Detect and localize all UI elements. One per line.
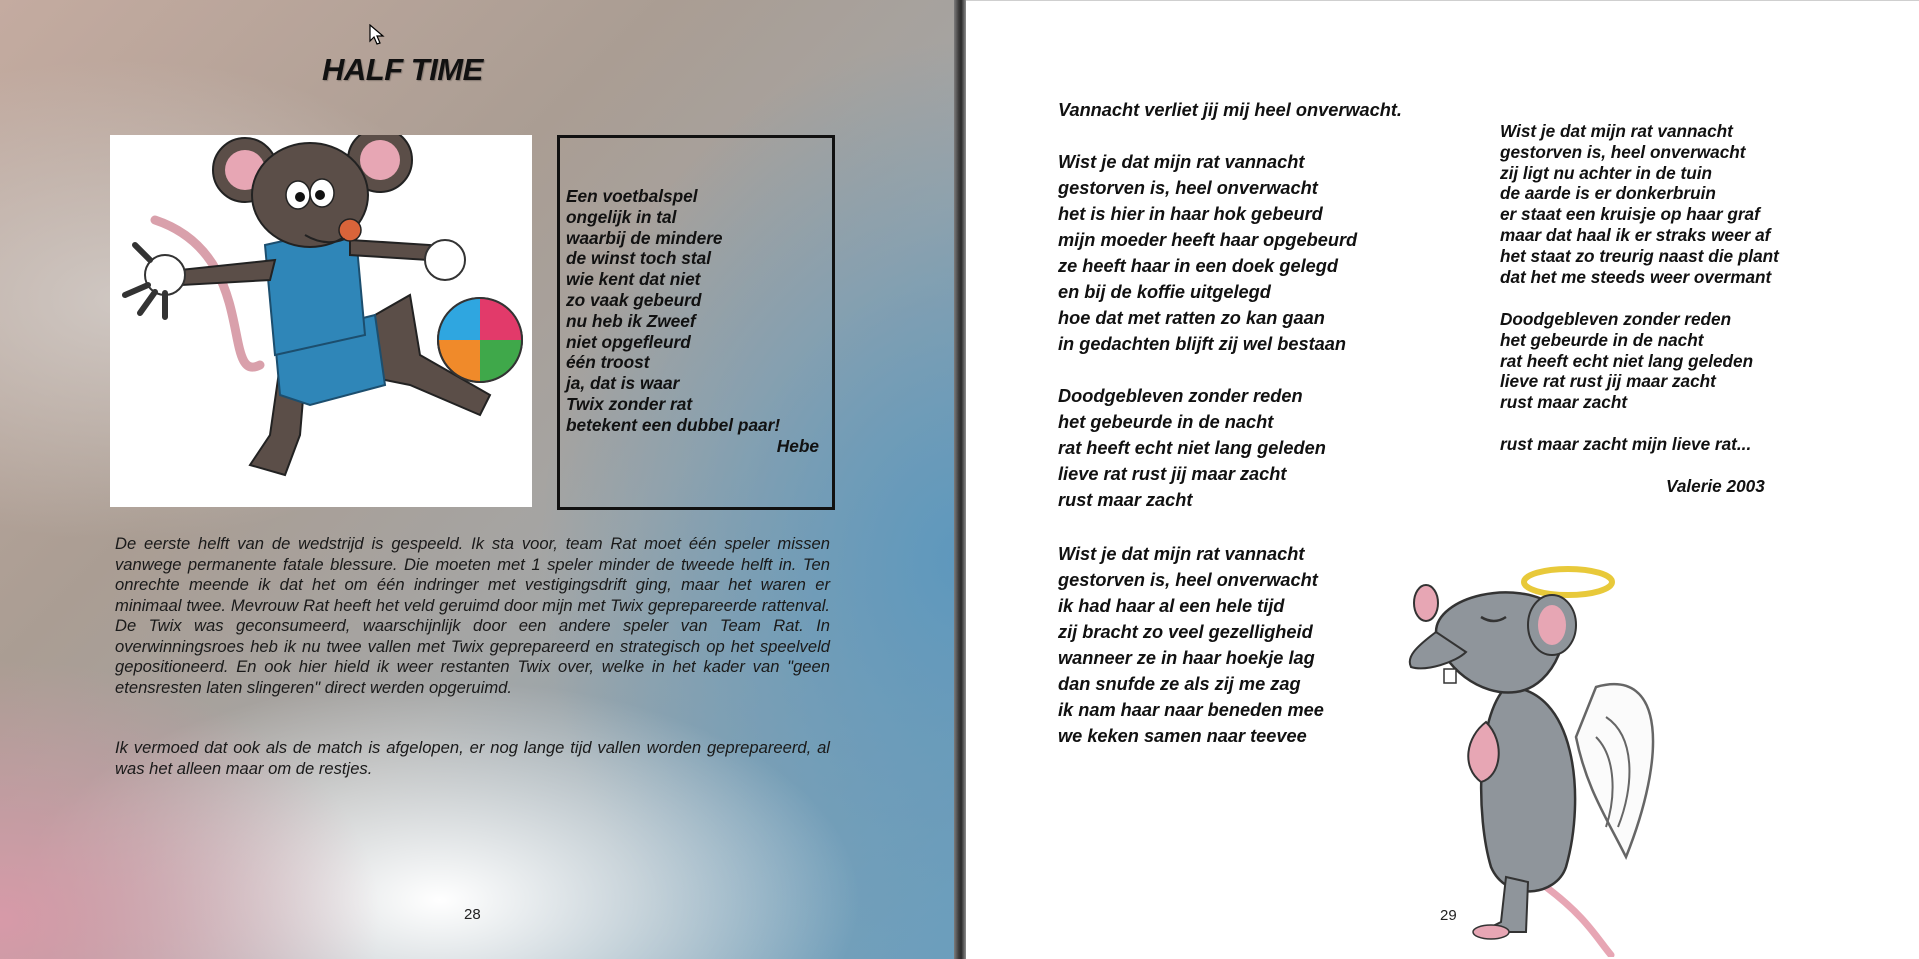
poem-line: Een voetbalspel — [566, 186, 698, 206]
poem-line: gestorven is, heel onverwacht — [1058, 178, 1318, 198]
left-page — [0, 0, 957, 959]
page-number: 28 — [464, 906, 481, 923]
poem-line: lieve rat rust jij maar zacht — [1500, 371, 1716, 392]
poem-line: nu heb ik Zweef — [566, 310, 696, 331]
poem-line: dan snufde ze als zij me zag — [1058, 674, 1301, 694]
poem-stanza — [1500, 121, 1779, 287]
angel-rat-illustration — [1266, 537, 1766, 957]
mouse-cursor-icon — [369, 24, 385, 46]
page-title: HALF TIME — [322, 52, 483, 87]
poem-box — [557, 135, 835, 510]
poem-line: Doodgebleven zonder reden — [1058, 386, 1303, 406]
book-spine — [954, 0, 966, 959]
poem-line: en bij de koffie uitgelegd — [1058, 282, 1271, 302]
poem-line: het is hier in haar hok gebeurd — [1058, 204, 1323, 224]
poem-line: ja, dat is waar — [566, 373, 680, 394]
poem-line: de aarde is er donkerbruin — [1500, 183, 1716, 204]
poem-line: wie kent dat niet — [566, 269, 701, 290]
right-page — [966, 0, 1919, 959]
poem-line: het staat zo treurig naast die plant — [1500, 245, 1779, 266]
poem-line: hoe dat met ratten zo kan gaan — [1058, 308, 1325, 328]
poem-line: ze heeft haar in een doek gelegd — [1058, 256, 1338, 276]
poem-line: Wist je dat mijn rat vannacht — [1058, 152, 1305, 172]
poem-stanza — [1500, 309, 1753, 413]
poem-signature: Valerie 2003 — [1666, 476, 1765, 496]
body-paragraph: Ik vermoed dat ook als de match is afgelopen, er nog lange tijd vallen worden geprepareerd, al was het alleen maar om de restjes. — [115, 738, 830, 778]
poem-stanza — [1058, 383, 1326, 513]
poem-line: zij bracht zo veel gezelligheid — [1058, 622, 1313, 642]
poem-line: ik nam haar naar beneden mee — [1058, 700, 1324, 720]
poem-signature: Hebe — [776, 435, 819, 456]
soccer-mouse-illustration — [110, 135, 532, 507]
poem-line: ik had haar al een hele tijd — [1058, 596, 1285, 616]
poem-line: Wist je dat mijn rat vannacht — [1500, 121, 1733, 141]
poem-line: mijn moeder heeft haar opgebeurd — [1058, 230, 1358, 250]
poem-line: Wist je dat mijn rat vannacht — [1058, 544, 1305, 564]
poem-line: zo vaak gebeurd — [566, 289, 702, 310]
poem-line: gestorven is, heel onverwacht — [1500, 141, 1746, 162]
poem-hebe — [566, 186, 819, 456]
poem-line: zij ligt nu achter in de tuin — [1500, 162, 1712, 183]
poem-line: rat heeft echt niet lang geleden — [1058, 438, 1326, 458]
poem-line: waarbij de mindere — [566, 227, 723, 248]
poem-line: één troost — [566, 352, 650, 373]
poem-line: niet opgefleurd — [566, 331, 691, 352]
poem-line: Doodgebleven zonder reden — [1500, 309, 1732, 329]
poem-line: we keken samen naar teevee — [1058, 726, 1307, 746]
poem-line: wanneer ze in haar hoekje lag — [1058, 648, 1315, 668]
poem-line: dat het me steeds weer overmant — [1500, 266, 1772, 287]
poem-line: rust maar zacht — [1500, 392, 1628, 413]
page-number: 29 — [1440, 907, 1457, 924]
body-paragraph: De eerste helft van de wedstrijd is gespeeld. Ik sta voor, team Rat moet één speler missen vanwege permanente fatale blessure. Die moeten met 1 speler minder de tweede helft in. Ten onrechte meende ik dat het om één indringer met vestigingsdrift ging, maar het waren er minimaal twee. Mevrouw Rat heeft het veld geruimd door mijn met Twix geprepareerde rattenval. De Twix was geconsumeerd, waarschijnlijk door een andere speler van Team Rat. In overwinningsroes heb ik nu twee vallen met Twix geprepareerd en strategisch op het speelveld gepositioneerd. En ook hier hield ik weer restanten Twix over, welke in het kader van "geen etensresten laten slingeren" direct werden opgeruimd. — [115, 534, 830, 697]
poem-line: ongelijk in tal — [566, 206, 677, 227]
poem-line: rust maar zacht — [1058, 490, 1193, 510]
poem-line: lieve rat rust jij maar zacht — [1058, 464, 1287, 484]
poem-line: de winst toch stal — [566, 248, 711, 269]
poem-line: betekent een dubbel paar! — [566, 414, 781, 435]
poem-line: het gebeurde in de nacht — [1058, 412, 1274, 432]
poem-stanza — [1058, 541, 1324, 749]
poem-line: maar dat haal ik er straks weer af — [1500, 224, 1771, 245]
poem-line: het gebeurde in de nacht — [1500, 329, 1704, 350]
poem-line: Twix zonder rat — [566, 393, 693, 414]
poem-line: in gedachten blijft zij wel bestaan — [1058, 334, 1347, 354]
poem-line: er staat een kruisje op haar graf — [1500, 204, 1760, 225]
poem-closing-line: rust maar zacht mijn lieve rat... — [1500, 434, 1752, 454]
poem-line: rat heeft echt niet lang geleden — [1500, 350, 1754, 371]
poem-line: gestorven is, heel onverwacht — [1058, 570, 1318, 590]
poem-intro: Vannacht verliet jij mij heel onverwacht. — [1058, 100, 1402, 120]
poem-stanza — [1058, 149, 1357, 357]
